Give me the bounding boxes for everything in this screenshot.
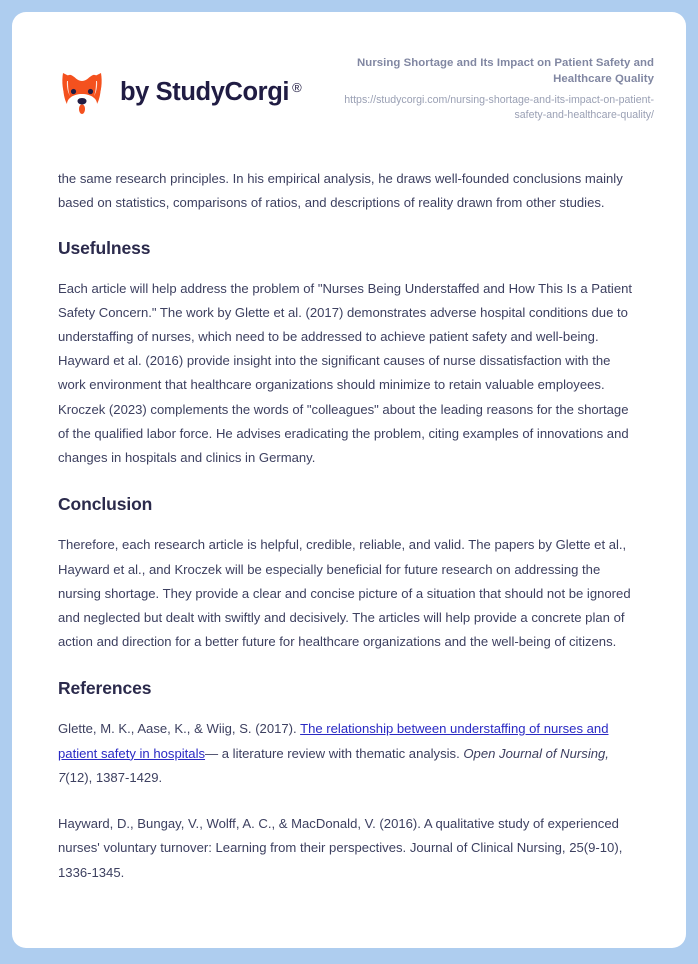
reference-entry: Hayward, D., Bungay, V., Wolff, A. C., & MacDonald, V. (2016). A qualitative study of experienced nurses' voluntary turnover: Learning from their perspectives. Journal of Clinical Nursing, 25(9-10), 1336-1345. — [58, 816, 623, 880]
section-heading-conclusion: Conclusion — [58, 494, 153, 515]
usefulness-paragraph: Each article will help address the problem of "Nurses Being Understaffed and How This Is a Patient Safety Concern." The work by Glette et al. (2017) demonstrates adverse hospital conditions due to understaffing of nurses, which need to be addressed to achieve patient safety and well-being. Hayward et al. (2016) provide insight into the significant causes of nurse dissatisfaction with the work environment that healthcare organizations should minimize to retain valuable employees. Kroczek (2023) complements the words of "colleagues" about the leading reasons for the shortage of the qualified labor force. He advises eradicating the problem, citing examples of innovations and changes in hospitals and clinics in Germany. — [58, 280, 633, 466]
section-heading-references: References — [58, 678, 152, 699]
document-page-card — [12, 12, 686, 948]
reference-journal-name: Open Journal of Nursing, 7 — [58, 745, 609, 785]
corgi-face-logo-icon — [57, 68, 107, 118]
document-header — [12, 12, 686, 123]
registered-trademark-symbol: ® — [292, 80, 302, 96]
conclusion-paragraph: Therefore, each research article is helpful, credible, reliable, and valid. The papers by Glette et al., Hayward et al., and Kroczek will be especially beneficial for future research on addressing the nursing shortage. They provide a clear and concise picture of a situation that should not be ignored and neglected but dealt with swiftly and decisively. The articles will help provide a concrete plan of action and direction for a better future for healthcare organizations and the well-being of citizens. — [58, 537, 631, 650]
reference-description: — a literature review with thematic analysis. — [205, 745, 464, 761]
page-title: Nursing Shortage and Its Impact on Patient Safety and Healthcare Quality — [357, 57, 654, 85]
reference-entry — [58, 717, 638, 790]
section-heading-usefulness: Usefulness — [58, 237, 151, 258]
brand-block[interactable] — [57, 54, 301, 118]
brand-wordmark-text: by StudyCorgi — [120, 78, 290, 107]
page-url[interactable]: https://studycorgi.com/nursing-shortage-and-its-impact-on-patient-safety-and-healthcare-quality/ — [344, 94, 654, 122]
intro-paragraph: the same research principles. In his empirical analysis, he draws well-founded conclusions mainly based on statistics, comparisons of ratios, and descriptions of reality drawn from other studies. — [58, 171, 623, 211]
reference-title-link[interactable]: The relationship between understaffing of nurses and patient safety in hospitals — [58, 721, 609, 761]
brand-wordmark — [120, 80, 301, 106]
document-body — [12, 123, 686, 885]
header-meta — [314, 54, 654, 123]
reference-issue-pages: (12), 1387-1429. — [65, 769, 163, 785]
reference-authors-year: Glette, M. K., Aase, K., & Wiig, S. (2017). — [58, 721, 301, 737]
